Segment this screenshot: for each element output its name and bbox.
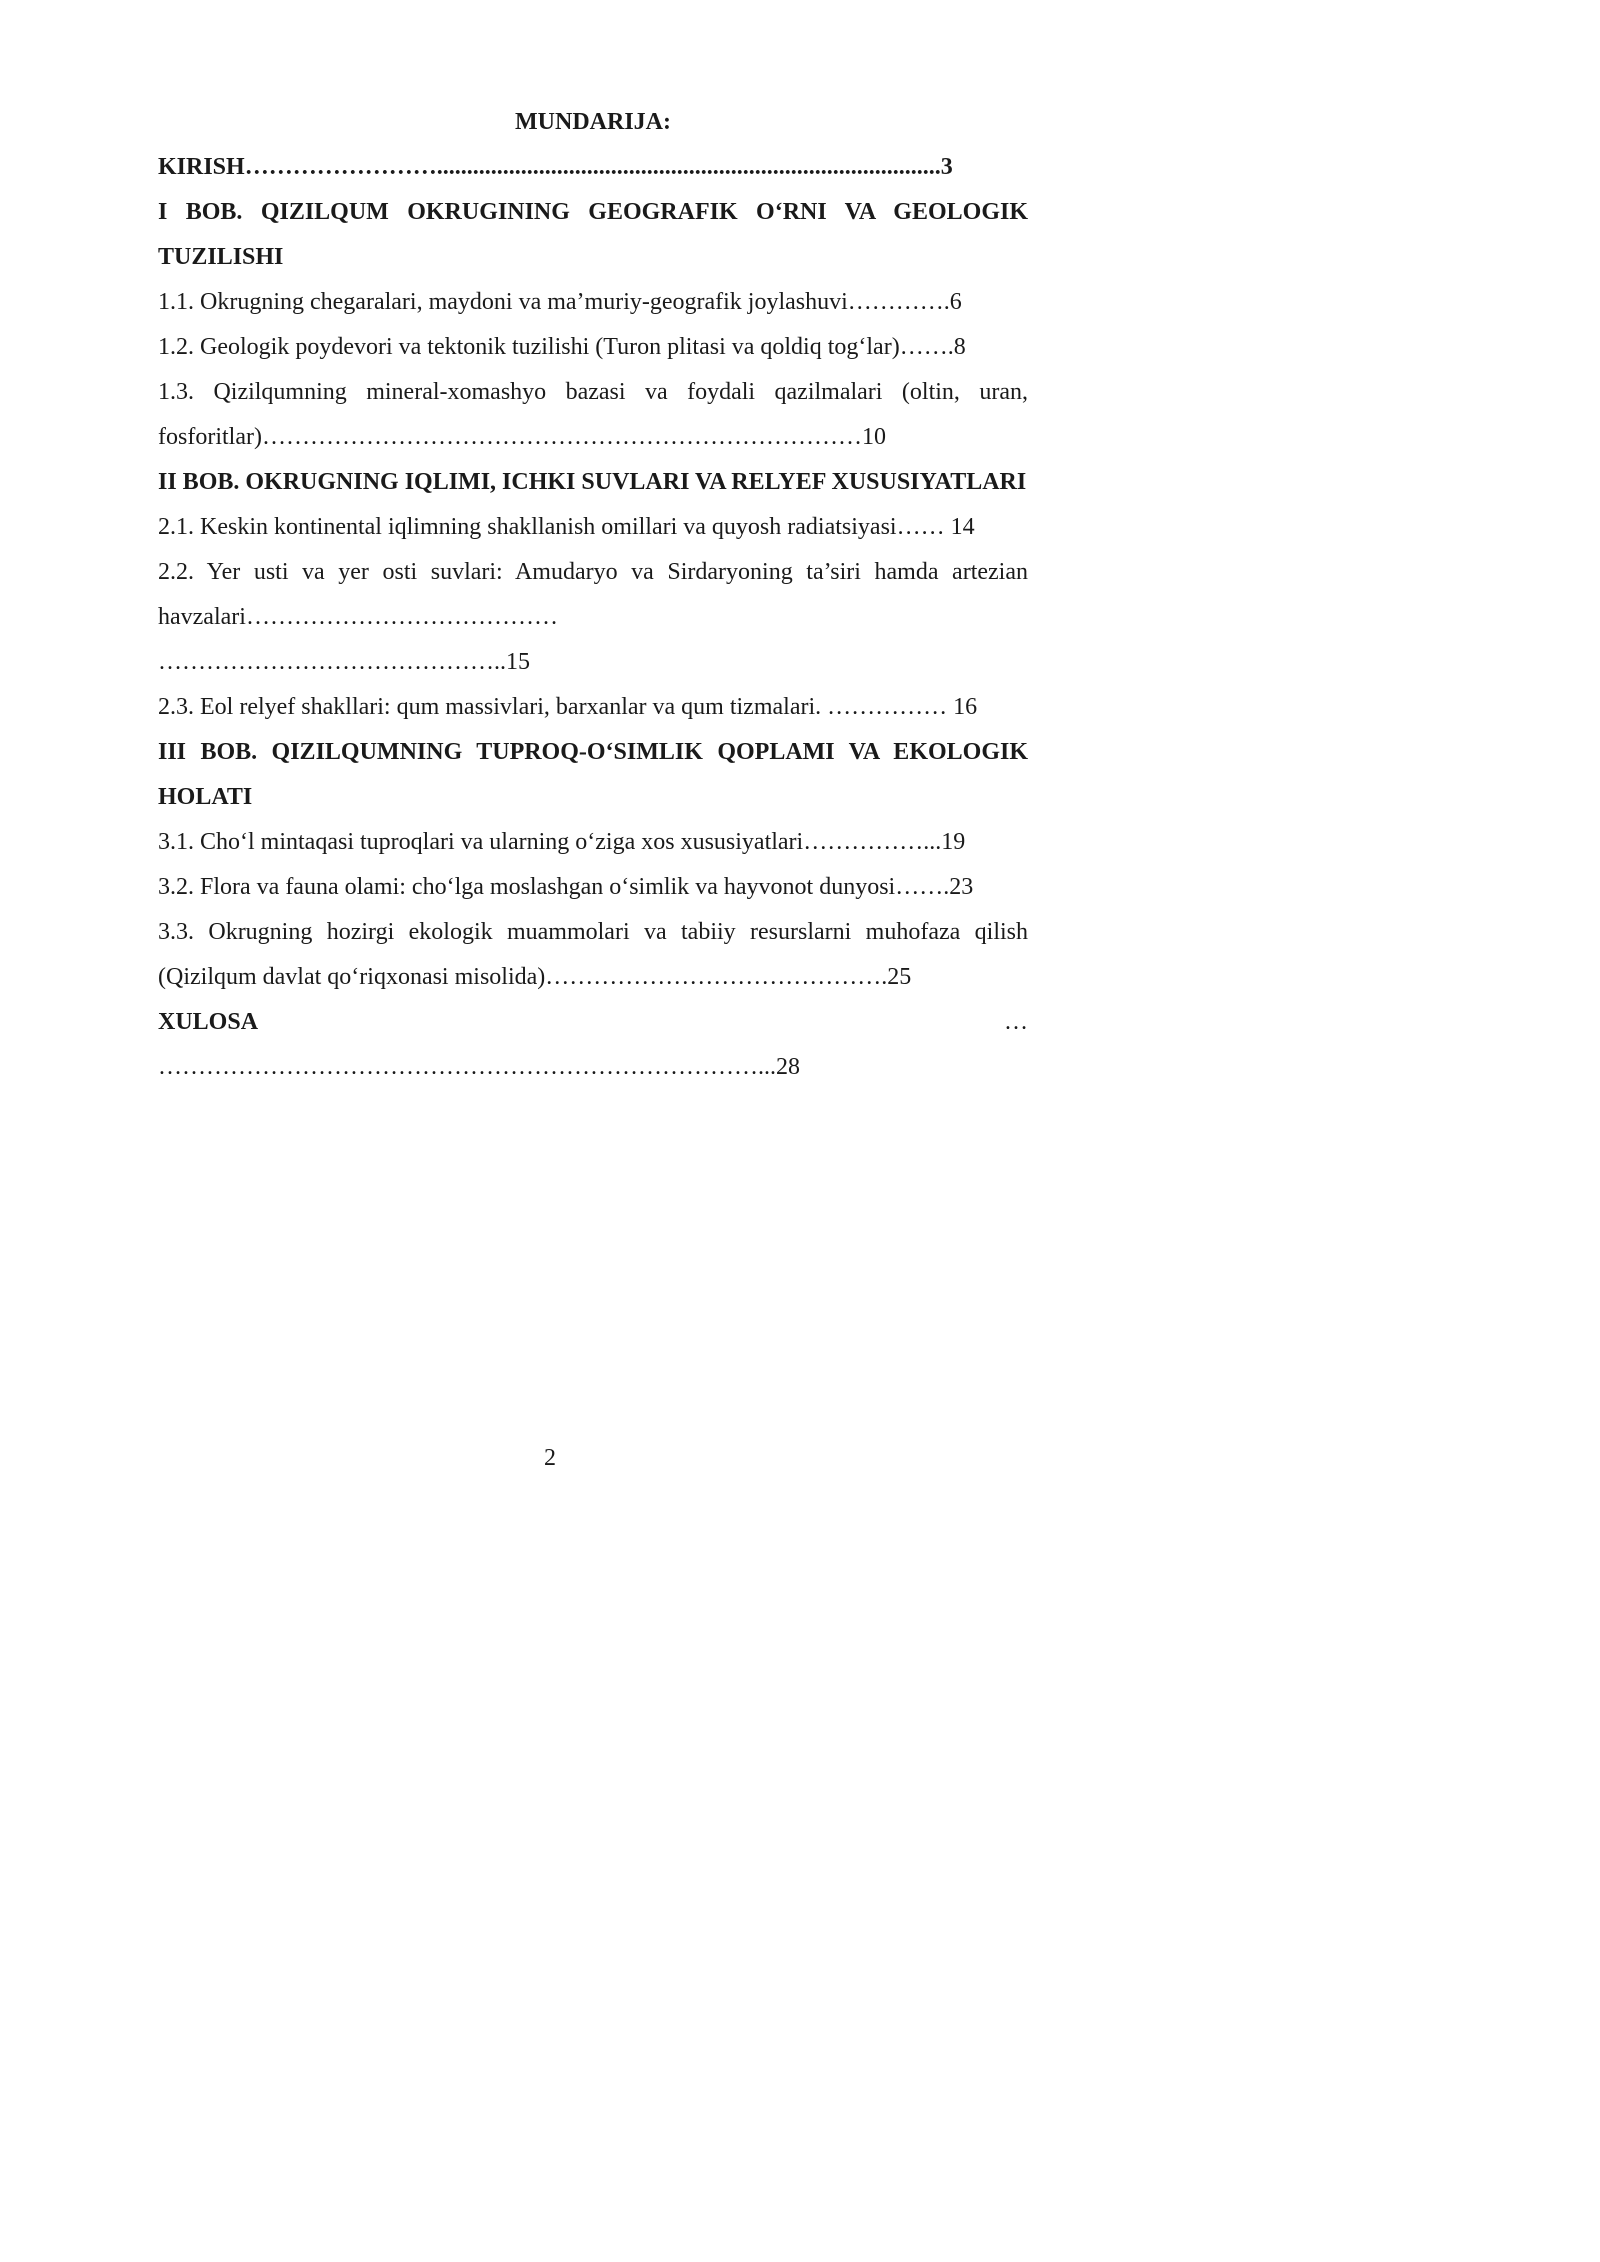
toc-entry-2-3: 2.3. Eol relyef shakllari: qum massivlari, barxanlar va qum tizmalari. …………… 16 (158, 694, 978, 720)
toc-entry-kirish: KIRISH……………………....................................................................................3 (158, 154, 953, 180)
xulosa-label: XULOSA (158, 1009, 259, 1035)
toc-entry-3-1: 3.1. Cho‘l mintaqasi tuproqlari va ularning o‘ziga xos xususiyatlari……………...19 (158, 829, 966, 855)
xulosa-leader-dots: … (1004, 1009, 1028, 1035)
toc-entry-2-2: 2.2. Yer usti va yer osti suvlari: Amudaryo va Sirdaryoning ta’siri hamda artezian havzalari………………………………… (158, 559, 1028, 630)
toc-entry-3-2: 3.2. Flora va fauna olami: cho‘lga moslashgan o‘simlik va hayvonot dunyosi…….23 (158, 874, 974, 900)
toc-chapter-1: I BOB. QIZILQUM OKRUGINING GEOGRAFIK O‘RNI VA GEOLOGIK TUZILISHI (158, 199, 1028, 270)
page-number: 2 (544, 1445, 556, 1471)
toc-entry-xulosa (158, 1000, 1028, 1045)
page-title: MUNDARIJA: (515, 109, 671, 135)
toc-entry-xulosa-page: …………………………………………………………………...28 (158, 1054, 800, 1080)
toc-entry-1-2: 1.2. Geologik poydevori va tektonik tuzilishi (Turon plitasi va qoldiq tog‘lar)…….8 (158, 334, 966, 360)
toc-chapter-3: III BOB. QIZILQUMNING TUPROQ-O‘SIMLIK QOPLAMI VA EKOLOGIK HOLATI (158, 739, 1028, 810)
toc-entry-2-2-continuation: ……………………………………..15 (158, 649, 530, 675)
table-of-contents (158, 100, 1028, 1090)
toc-entry-1-1: 1.1. Okrugning chegaralari, maydoni va ma’muriy-geografik joylashuvi………….6 (158, 289, 962, 315)
toc-entry-2-1: 2.1. Keskin kontinental iqlimning shakllanish omillari va quyosh radiatsiyasi…… 14 (158, 514, 975, 540)
toc-entry-3-3: 3.3. Okrugning hozirgi ekologik muammolari va tabiiy resurslarni muhofaza qilish (Qizilqum davlat qo‘riqxonasi misolida)…………………………………….25 (158, 919, 1028, 990)
toc-entry-1-3: 1.3. Qizilqumning mineral-xomashyo bazasi va foydali qazilmalari (oltin, uran, fosforitlar)…………………………………………………………………10 (158, 379, 1028, 450)
toc-chapter-2: II BOB. OKRUGNING IQLIMI, ICHKI SUVLARI VA RELYEF XUSUSIYATLARI (158, 469, 1027, 495)
